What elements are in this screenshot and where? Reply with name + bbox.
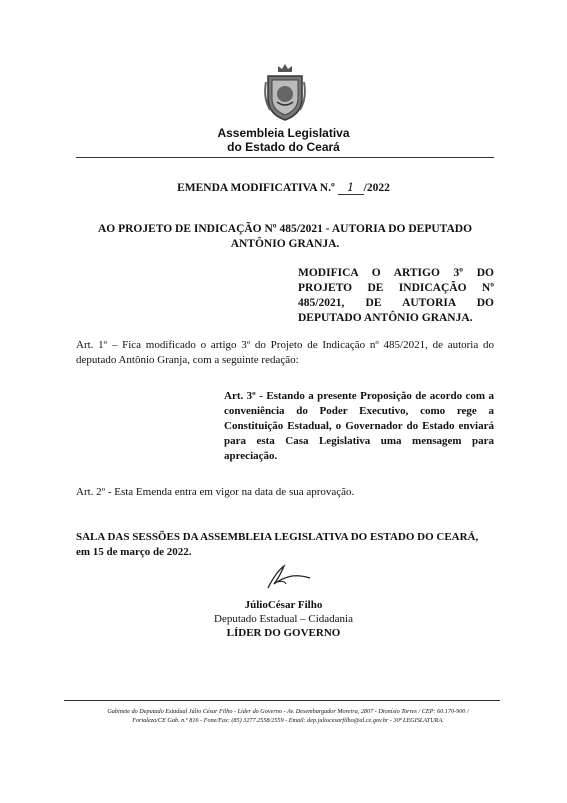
signer-role: Deputado Estadual – Cidadania [214,613,353,625]
emenda-number: 1 [338,180,364,195]
footer [76,707,500,725]
title-suffix: /2022 [363,182,390,194]
document-title [0,180,567,195]
footer-divider [64,700,500,701]
signer-name: JúlioCésar Filho [244,599,323,611]
article-2: Art. 2º - Esta Emenda entra em vigor na data de sua aprovação. [76,486,355,498]
org-name-line2: do Estado do Ceará [227,140,340,154]
article-1: Art. 1º – Fica modificado o artigo 3º do Projeto de Indicação nº 485/2021, de autoria do deputado Antônio Granja, com a seguinte redação: [76,339,494,366]
title-prefix: EMENDA MODIFICATIVA N.º [177,182,335,194]
article-3-new-text: Art. 3º - Estando a presente Proposição de acordo com a conveniência do Poder Executivo, como rege a Constituição Estadual, o Governador do Estado enviará para esta Casa Legislativa uma mensagem para apreciação. [224,390,494,462]
session-closing: SALA DAS SESSÕES DA ASSEMBLEIA LEGISLATIVA DO ESTADO DO CEARÁ, em 15 de março de 2022. [76,531,479,558]
ementa: MODIFICA O ARTIGO 3º DO PROJETO DE INDICAÇÃO Nº 485/2021, DE AUTORIA DO DEPUTADO ANTÔNIO GRANJA. [298,267,494,324]
footer-line2: Fortaleza/CE Gab. n.º 816 - Fone/Fax: (85) 3277.2558/2559 - Email: dep.juliocesarfilho@al.ce.gov.br - 30ª LEGISLATURA. [132,717,444,724]
ceara-coat-of-arms-icon [262,62,308,124]
header-divider [76,157,494,158]
footer-line1: Gabinete do Deputado Estadual Júlio César Filho - Líder do Governo - Av. Desembargador Moreira, 2807 - Dionísio Torres / CEP: 60.170-900 / [107,708,469,715]
handwritten-signature [262,562,318,592]
org-name-line1: Assembleia Legislativa [217,126,350,140]
projeto-reference: AO PROJETO DE INDICAÇÃO Nº 485/2021 - AUTORIA DO DEPUTADO ANTÔNIO GRANJA. [97,223,473,250]
signer-title: LÍDER DO GOVERNO [226,627,341,639]
